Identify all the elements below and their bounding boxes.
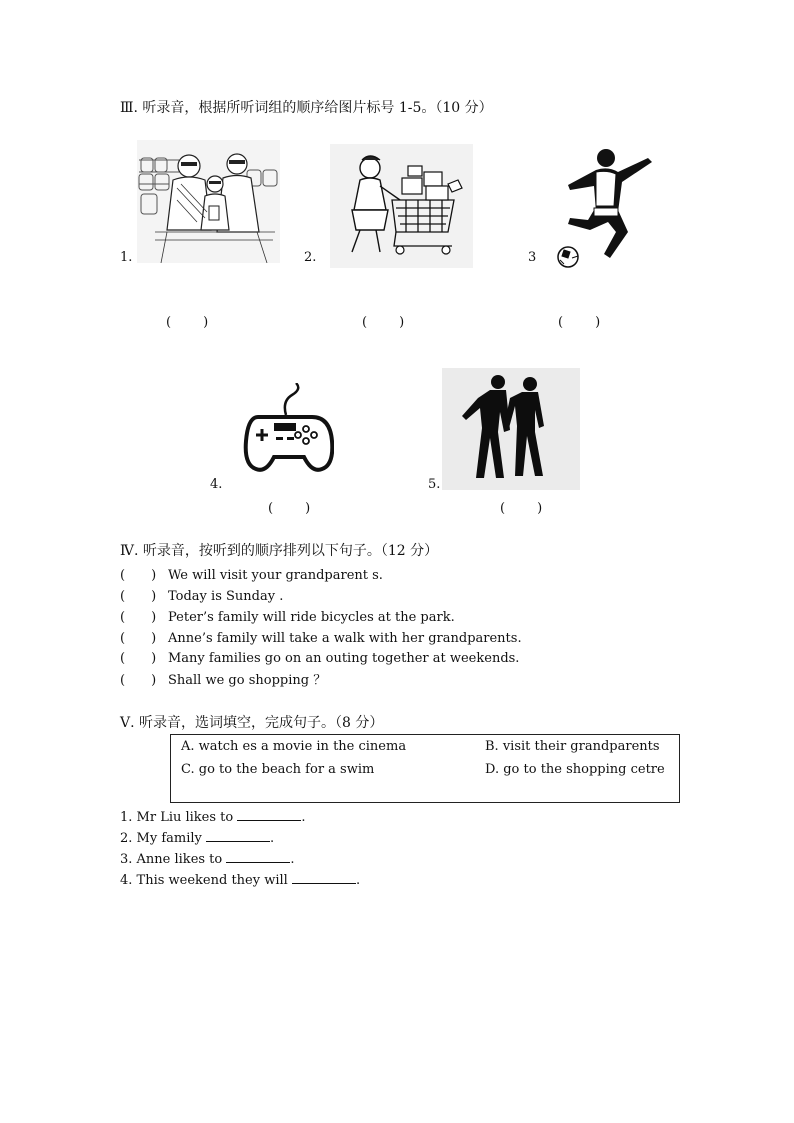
question-end: . [270, 831, 275, 846]
order-blank[interactable]: ( ) [120, 610, 157, 625]
section-4-title: Ⅳ. 听录音，按听到的顺序排列以下句子。（12 分） [120, 543, 439, 559]
question-text: 1. Mr Liu likes to [120, 810, 238, 825]
question-end: . [290, 852, 295, 867]
shopping-cart-icon [330, 144, 473, 268]
order-blank[interactable]: ( ) [120, 631, 157, 646]
item-2-answer-blank[interactable]: ( ) [362, 315, 407, 330]
option-c: C. go to the beach for a swim [181, 762, 375, 777]
fill-question [120, 829, 274, 846]
sentence-row [120, 647, 519, 666]
answer-blank[interactable] [292, 871, 356, 884]
item-4-answer-blank[interactable]: ( ) [268, 501, 313, 516]
option-d: D. go to the shopping cetre [485, 762, 665, 777]
section-3-title: Ⅲ. 听录音，根据所听词组的顺序给图片标号 1-5。（10 分） [120, 100, 493, 116]
sentence-text: Today is Sunday . [168, 589, 284, 604]
answer-blank[interactable] [237, 808, 301, 821]
order-blank[interactable]: ( ) [120, 568, 157, 583]
walking-people-icon [442, 368, 580, 490]
fill-question [120, 871, 360, 888]
word-bank-box [170, 734, 680, 803]
order-blank[interactable]: ( ) [120, 651, 157, 666]
answer-blank[interactable] [206, 829, 270, 842]
item-4-number: 4. [210, 477, 223, 492]
fill-question [120, 808, 306, 825]
question-text: 4. This weekend they will [120, 873, 292, 888]
section-5-title: Ⅴ. 听录音，选词填空，完成句子。（8 分） [120, 715, 384, 731]
fill-question [120, 850, 295, 867]
sentence-row [120, 606, 455, 625]
game-controller-icon [236, 383, 334, 473]
order-blank[interactable]: ( ) [120, 673, 157, 688]
sentence-text: Many families go on an outing together at weekends. [168, 651, 520, 666]
item-3-number: 3 [528, 250, 537, 265]
item-1-number: 1. [120, 250, 133, 265]
question-text: 3. Anne likes to [120, 852, 227, 867]
order-blank[interactable]: ( ) [120, 589, 157, 604]
sentence-text: Anne’s family will take a walk with her grandparents. [168, 631, 522, 646]
question-end: . [355, 873, 361, 888]
sentence-row [120, 564, 383, 583]
item-1-answer-blank[interactable]: ( ) [166, 315, 211, 330]
item-2-number: 2. [304, 250, 317, 265]
option-a: A. watch es a movie in the cinema [181, 739, 407, 754]
item-3-answer-blank[interactable]: ( ) [558, 315, 603, 330]
sentence-text: Shall we go shopping ？ [168, 673, 327, 688]
cinema-audience-icon [137, 140, 280, 263]
answer-blank[interactable] [226, 850, 290, 863]
sentence-row [120, 669, 326, 688]
question-end: . [301, 810, 306, 825]
sentence-row [120, 585, 283, 604]
sentence-row [120, 627, 522, 646]
item-5-answer-blank[interactable]: ( ) [500, 501, 545, 516]
sentence-text: Peter’s family will ride bicycles at the park. [168, 610, 455, 625]
soccer-player-icon [552, 144, 674, 270]
sentence-text: We will visit your grandparent s. [168, 568, 383, 583]
question-text: 2. My family [120, 831, 207, 846]
option-b: B. visit their grandparents [485, 739, 660, 754]
item-5-number: 5. [428, 477, 441, 492]
